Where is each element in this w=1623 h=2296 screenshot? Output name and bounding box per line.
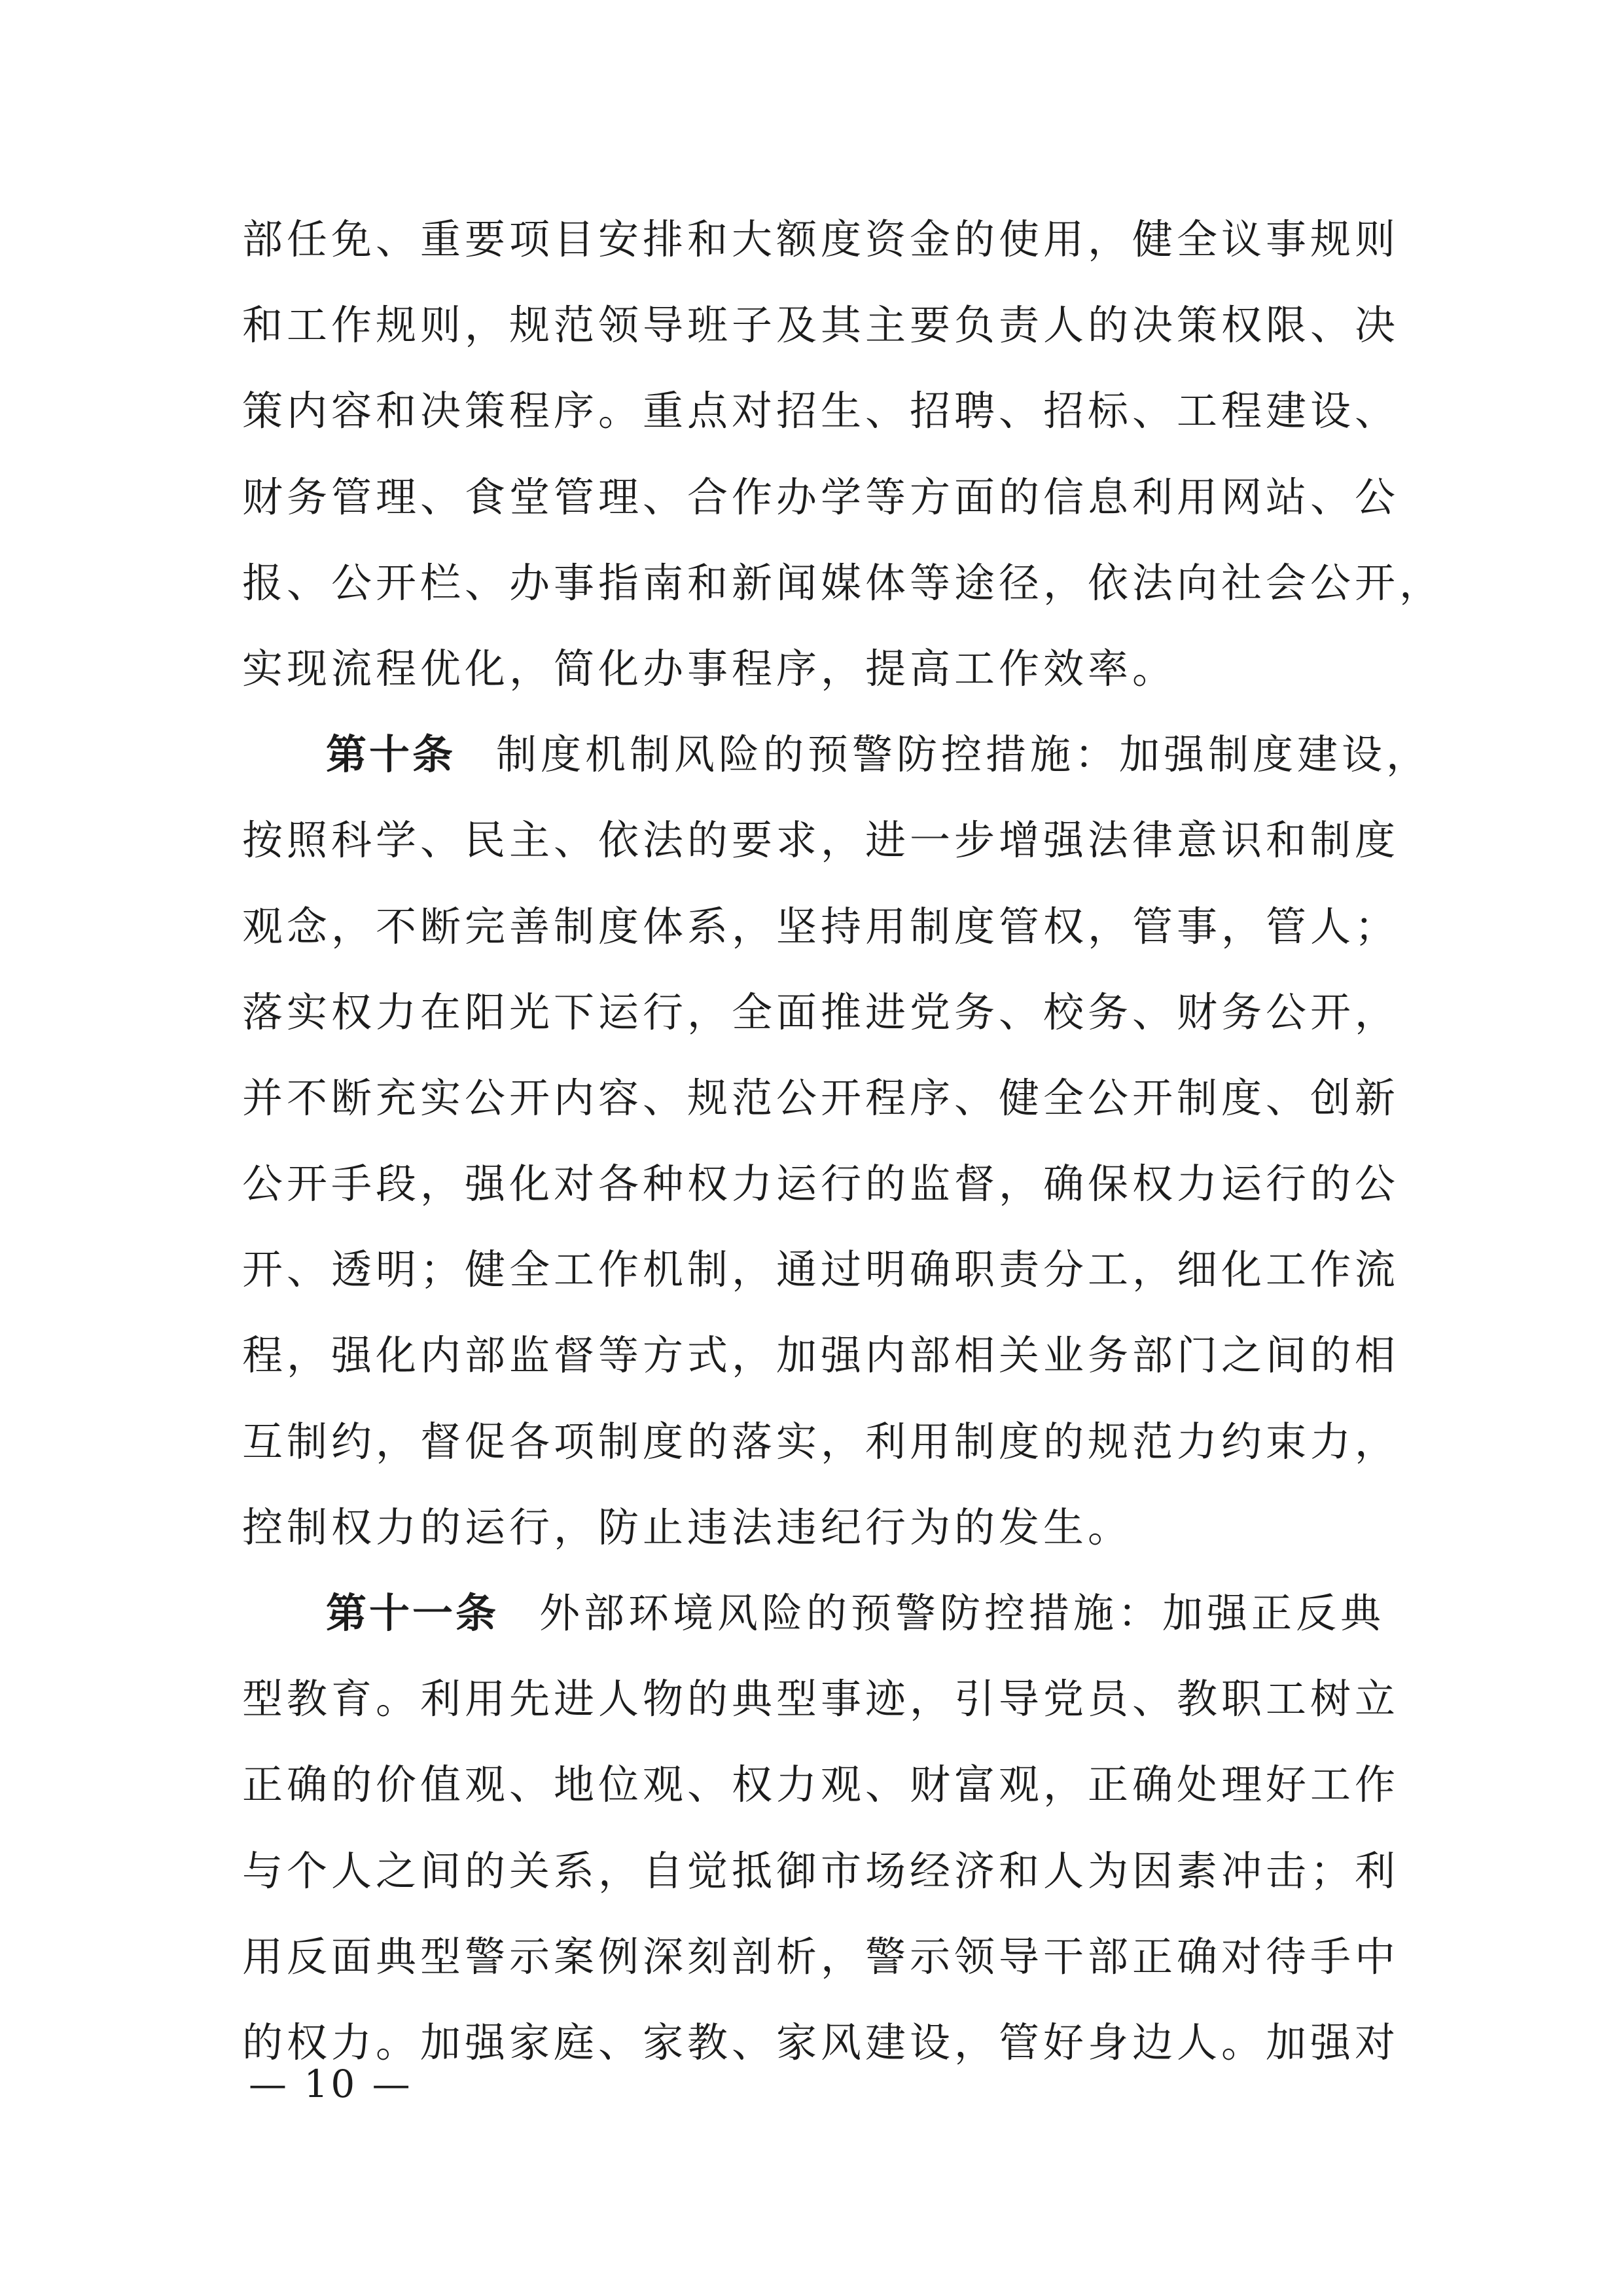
page-number: — 10 —: [249, 2062, 413, 2106]
article-10-heading: 第十条: [326, 730, 456, 779]
article-10-line-1: 制度机制风险的预警防控措施：加强制度建设，: [496, 730, 1431, 779]
article-10-line-3: 观念，不断完善制度体系，坚持用制度管权，管事，管人；: [242, 902, 1400, 950]
article-10-line-10: 控制权力的运行，防止违法违纪行为的发生。: [242, 1503, 1133, 1551]
paragraph-1-line-1: 部任免、重要项目安排和大额度资金的使用，健全议事规则: [242, 215, 1400, 263]
body-text: [242, 196, 1444, 2085]
paragraph-1-line-3: 策内容和决策程序。重点对招生、招聘、招标、工程建设、: [242, 387, 1400, 435]
article-10-line-7: 开、透明；健全工作机制，通过明确职责分工，细化工作流: [242, 1246, 1400, 1294]
article-10-first-line: [242, 711, 1431, 797]
article-11-line-4: 与个人之间的关系，自觉抵御市场经济和人为因素冲击；利: [242, 1846, 1400, 1895]
article-11-line-1: 外部环境风险的预警防控措施：加强正反典: [539, 1589, 1385, 1637]
article-10-line-5: 并不断充实公开内容、规范公开程序、健全公开制度、创新: [242, 1073, 1400, 1122]
paragraph-1-line-2: 和工作规则，规范领导班子及其主要负责人的决策权限、决: [242, 301, 1400, 350]
article-10-line-8: 程，强化内部监督等方式，加强内部相关业务部门之间的相: [242, 1331, 1400, 1380]
paragraph-1-line-4: 财务管理、食堂管理、合作办学等方面的信息利用网站、公: [242, 473, 1400, 521]
article-11-first-line: [242, 1570, 1394, 1656]
paragraph-1-line-6: 实现流程优化，简化办事程序，提高工作效率。: [242, 644, 1177, 692]
article-11-line-6: 的权力。加强家庭、家教、家风建设，管好身边人。加强对: [242, 2018, 1400, 2066]
article-11-line-2: 型教育。利用先进人物的典型事迹，引导党员、教职工树立: [242, 1675, 1400, 1723]
article-11-heading: 第十一条: [326, 1589, 499, 1637]
paragraph-1-line-5: 报、公开栏、办事指南和新闻媒体等途径，依法向社会公开，: [242, 558, 1444, 607]
article-10-line-2: 按照科学、民主、依法的要求，进一步增强法律意识和制度: [242, 816, 1400, 865]
article-10-line-9: 互制约，督促各项制度的落实，利用制度的规范力约束力，: [242, 1417, 1400, 1465]
article-10-line-4: 落实权力在阳光下运行，全面推进党务、校务、财务公开，: [242, 988, 1400, 1036]
article-11-line-3: 正确的价值观、地位观、权力观、财富观，正确处理好工作: [242, 1761, 1400, 1809]
article-11-line-5: 用反面典型警示案例深刻剖析，警示领导干部正确对待手中: [242, 1932, 1400, 1981]
article-10-line-6: 公开手段，强化对各种权力运行的监督，确保权力运行的公: [242, 1160, 1400, 1208]
